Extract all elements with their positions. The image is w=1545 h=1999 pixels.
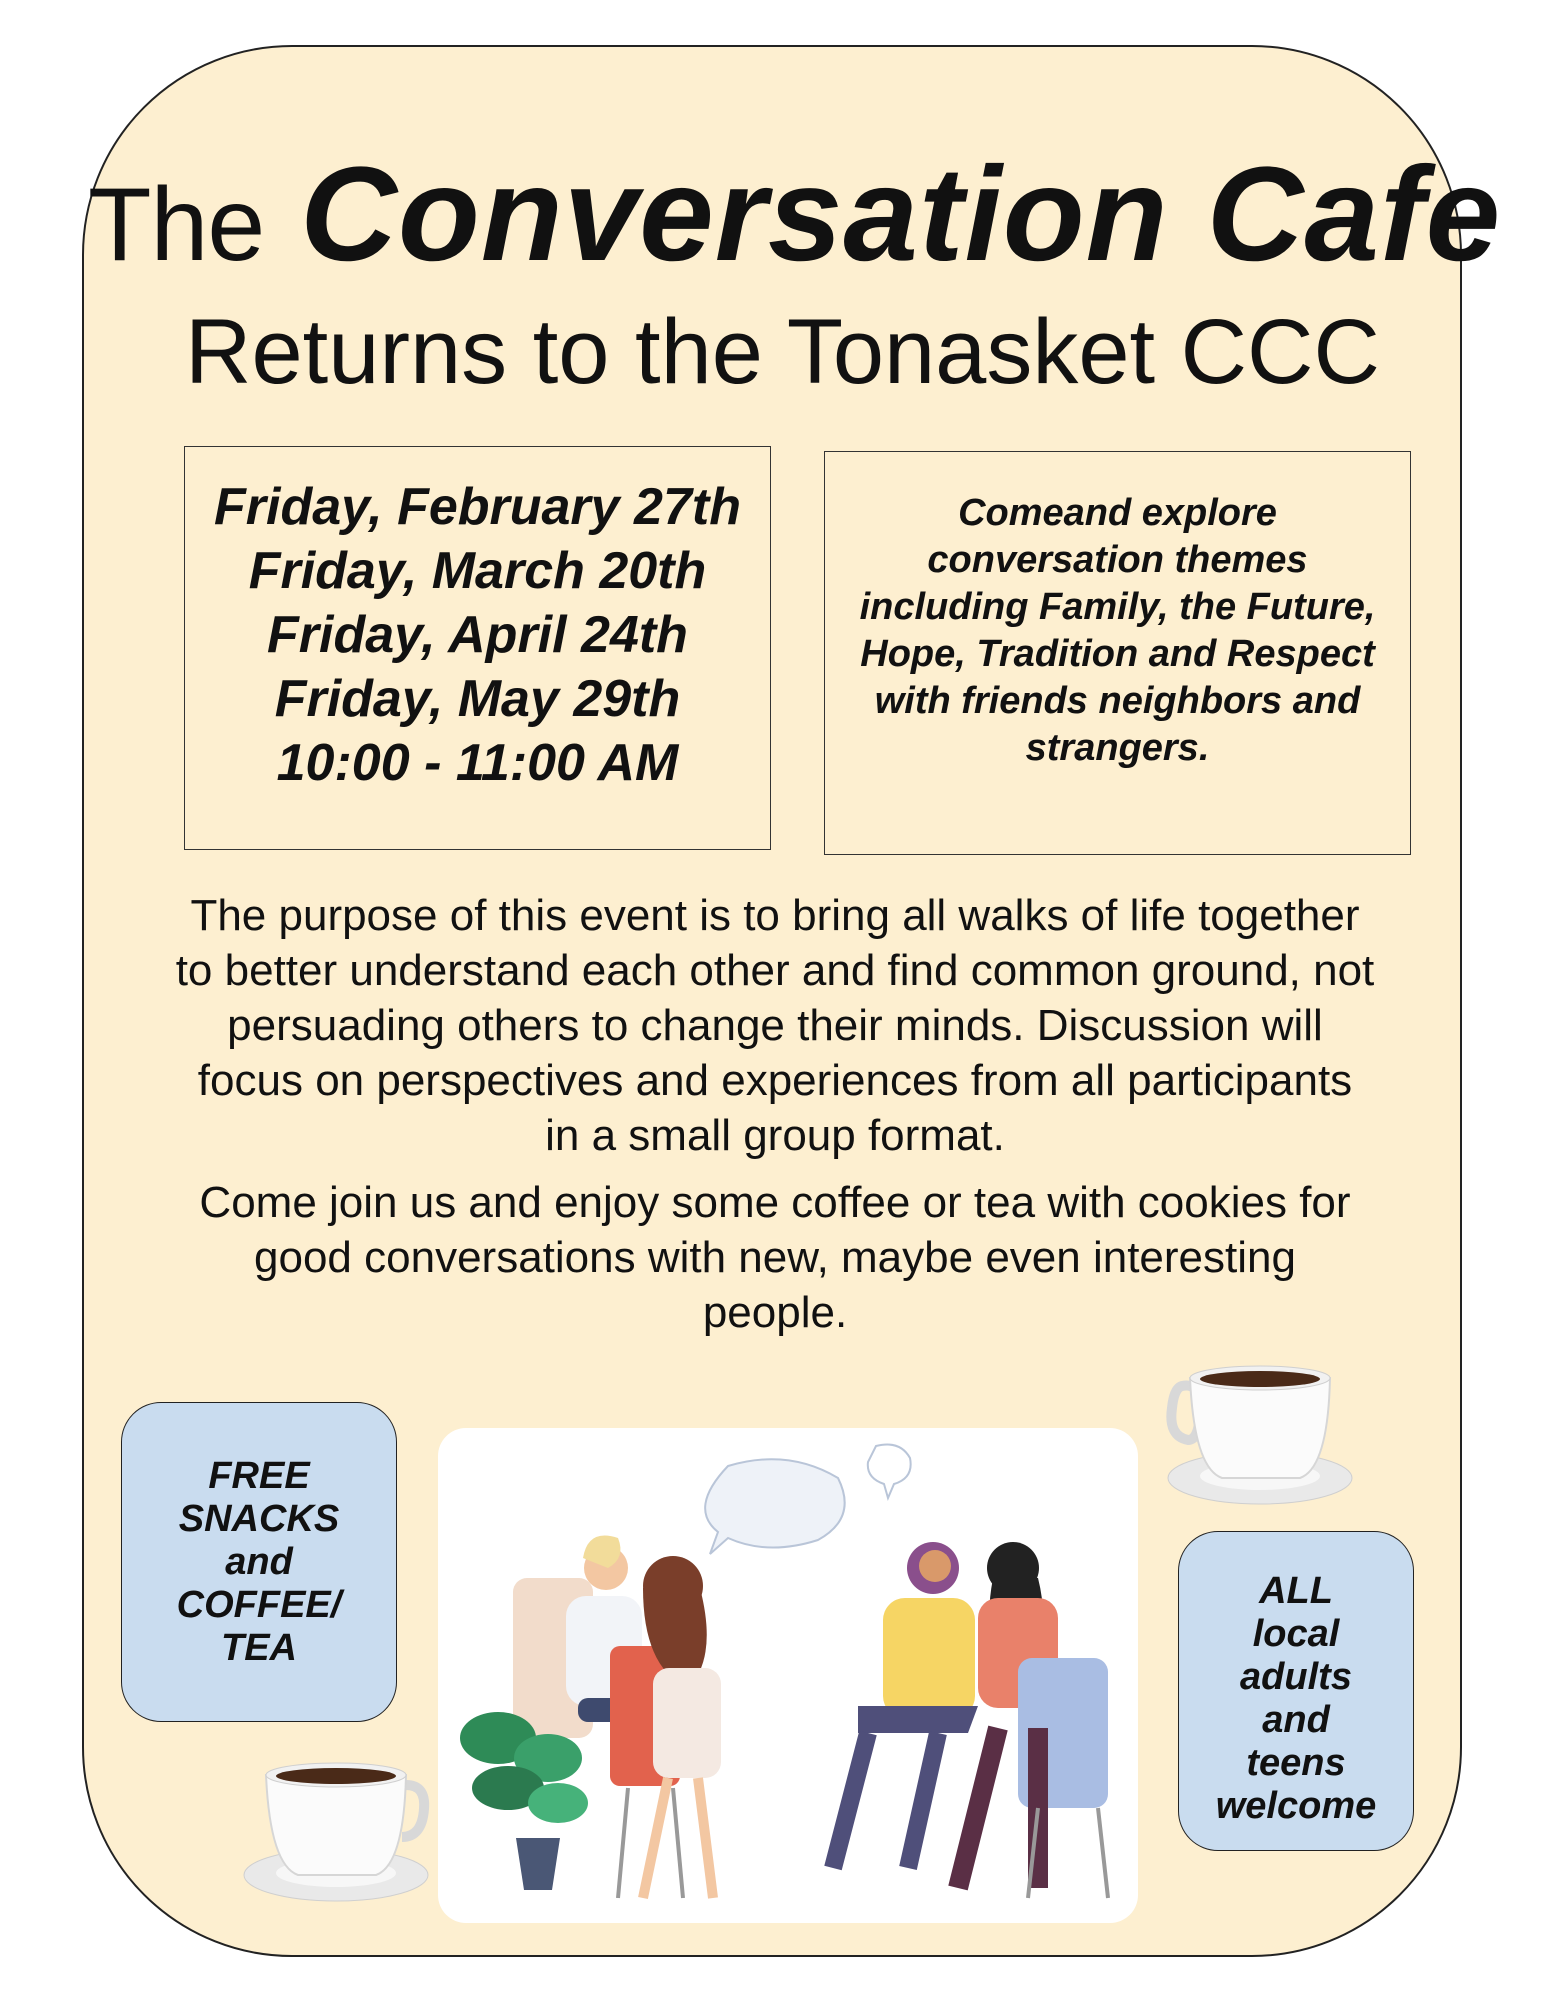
purpose-line: persuading others to change their minds. Discussion will [227, 1001, 1323, 1050]
dates-box [184, 446, 771, 850]
badge-line: TEA [221, 1627, 297, 1669]
time-line: 10:00 - 11:00 AM [276, 734, 679, 792]
themes-line: strangers. [1025, 727, 1210, 769]
speech-bubble-icon [705, 1445, 911, 1555]
invite-line: people. [702, 1288, 848, 1337]
badge-line: and [225, 1541, 293, 1583]
themes-line: with friends neighbors and [874, 680, 1361, 722]
badge-line: and [1262, 1699, 1330, 1741]
people-conversation-illustration [438, 1428, 1138, 1923]
badge-line: teens [1246, 1742, 1346, 1784]
date-line: Friday, March 20th [248, 542, 707, 600]
date-line: Friday, April 24th [267, 606, 688, 664]
badge-line: SNACKS [178, 1498, 340, 1540]
invite-line: good conversations with new, maybe even interesting [254, 1233, 1296, 1282]
themes-line: including Family, the Future, [859, 586, 1376, 628]
badge-line: local [1252, 1613, 1340, 1655]
themes-line: Comeand explore [958, 492, 1277, 534]
badge-line: FREE [208, 1455, 310, 1497]
date-line: Friday, May 29th [274, 670, 681, 728]
page-title [88, 138, 1502, 291]
badge-line: ALL [1259, 1570, 1333, 1612]
free-snacks-badge [121, 1402, 397, 1722]
themes-line: Hope, Tradition and Respect [860, 633, 1375, 675]
badge-line: adults [1240, 1656, 1352, 1698]
audience-badge [1178, 1531, 1414, 1851]
themes-line: conversation themes [927, 539, 1308, 581]
invite-paragraph [0, 1175, 1545, 1340]
themes-box [824, 451, 1411, 855]
purpose-line: The purpose of this event is to bring all walks of life together [190, 891, 1360, 940]
title-prefix: The [88, 167, 265, 283]
subtitle: Returns to the Tonasket CCC [185, 301, 1380, 403]
badge-line: welcome [1215, 1785, 1377, 1827]
coffee-cup-icon [1160, 1348, 1360, 1518]
title-main: Conversation Cafe [300, 140, 1502, 289]
date-line: Friday, February 27th [214, 478, 741, 536]
purpose-paragraph [0, 888, 1545, 1163]
badge-line: COFFEE/ [176, 1584, 342, 1626]
coffee-cup-icon [236, 1745, 436, 1915]
invite-line: Come join us and enjoy some coffee or tea with cookies for [199, 1178, 1351, 1227]
purpose-line: focus on perspectives and experiences from all participants [197, 1056, 1353, 1105]
purpose-line: to better understand each other and find common ground, not [175, 946, 1375, 995]
plant-icon [460, 1712, 588, 1890]
purpose-line: in a small group format. [545, 1111, 1005, 1160]
